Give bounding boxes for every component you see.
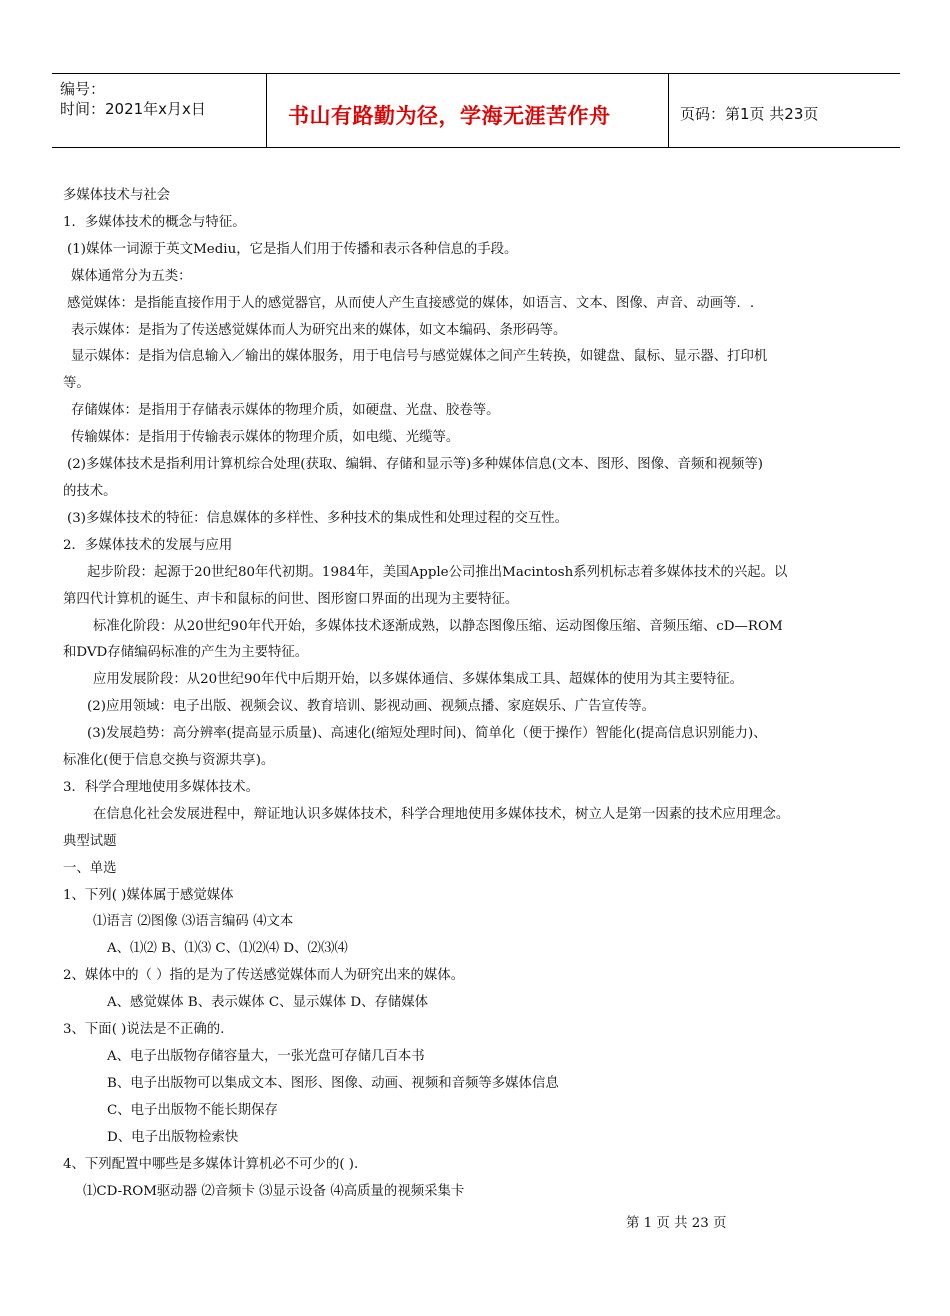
heading-1: 1．多媒体技术的概念与特征。 <box>63 214 246 230</box>
page-footer: 第 1 页 共 23 页 <box>626 1216 727 1231</box>
section-title: 典型试题 <box>63 833 117 849</box>
heading-3: 3．科学合理地使用多媒体技术。 <box>63 779 259 795</box>
paragraph: 起步阶段：起源于20世纪80年代初期。1984年，美国Apple公司推出Macintosh系列机标志着多媒体技术的兴起。以 <box>87 564 788 580</box>
section-title: 多媒体技术与社会 <box>63 188 171 203</box>
document-time-label: 时间：2021年x月x日 <box>60 100 206 118</box>
paragraph: 媒体通常分为五类： <box>71 268 192 284</box>
header-motto: 书山有路勤为径，学海无涯苦作舟 <box>288 104 611 128</box>
header-divider <box>266 74 267 147</box>
paragraph: 和DVD存储编码标准的产生为主要特征。 <box>63 645 309 661</box>
question: 2、媒体中的（ ）指的是为了传送感觉媒体而人为研究出来的媒体。 <box>63 968 465 984</box>
question-items: ⑴语言 ⑵图像 ⑶语言编码 ⑷文本 <box>93 914 294 930</box>
question-items: ⑴CD-ROM驱动器 ⑵音频卡 ⑶显示设备 ⑷高质量的视频采集卡 <box>83 1183 465 1199</box>
paragraph: (3)多媒体技术的特征：信息媒体的多样性、多种技术的集成性和处理过程的交互性。 <box>67 510 569 526</box>
paragraph: 显示媒体：是指为信息输入／输出的媒体服务，用于电信号与感觉媒体之间产生转换，如键盘、鼠标、显示器、打印机 <box>71 349 768 365</box>
document-header <box>52 73 900 148</box>
paragraph: (2)应用领域：电子出版、视频会议、教育培训、影视动画、视频点播、家庭娱乐、广告宣传等。 <box>87 699 655 715</box>
question: 4、下列配置中哪些是多媒体计算机必不可少的( ). <box>63 1156 359 1172</box>
answer-option: C、电子出版物不能长期保存 <box>107 1102 278 1118</box>
paragraph: 表示媒体：是指为了传送感觉媒体而人为研究出来的媒体，如文本编码、条形码等。 <box>71 322 567 338</box>
paragraph: 存储媒体：是指用于存储表示媒体的物理介质，如硬盘、光盘、胶卷等。 <box>71 403 500 419</box>
answer-options: A、⑴⑵ B、⑴⑶ C、⑴⑵⑷ D、⑵⑶⑷ <box>107 941 348 957</box>
answer-option: A、电子出版物存储容量大，一张光盘可存储几百本书 <box>107 1049 425 1064</box>
paragraph: (2)多媒体技术是指利用计算机综合处理(获取、编辑、存储和显示等)多种媒体信息(文本、图形、图像、音频和视频等) <box>67 457 764 473</box>
paragraph: 感觉媒体：是指能直接作用于人的感觉器官，从而使人产生直接感觉的媒体，如语言、文本、图像、声音、动画等．. <box>67 295 755 311</box>
question: 3、下面( )说法是不正确的. <box>63 1022 225 1038</box>
paragraph: 等。 <box>63 376 90 392</box>
paragraph: 应用发展阶段：从20世纪90年代中后期开始，以多媒体通信、多媒体集成工具、超媒体的使用为其主要特征。 <box>93 672 744 688</box>
heading-2: 2．多媒体技术的发展与应用 <box>63 537 233 553</box>
paragraph: (1)媒体一词源于英文Mediu，它是指人们用于传播和表示各种信息的手段。 <box>67 241 518 257</box>
paragraph: (3)发展趋势：高分辨率(提高显示质量)、高速化(缩短处理时间)、简单化（便于操作）智能化(提高信息识别能力)、 <box>87 726 767 742</box>
answer-option: B、电子出版物可以集成文本、图形、图像、动画、视频和音频等多媒体信息 <box>107 1075 559 1091</box>
document-body <box>63 183 891 1205</box>
answer-option: D、电子出版物检索快 <box>107 1129 239 1145</box>
paragraph: 传输媒体：是指用于传输表示媒体的物理介质，如电缆、光缆等。 <box>71 430 460 446</box>
paragraph: 标准化(便于信息交换与资源共享)。 <box>63 753 275 769</box>
paragraph: 第四代计算机的诞生、声卡和鼠标的问世、图形窗口界面的出现为主要特征。 <box>63 591 519 607</box>
answer-options: A、感觉媒体 B、表示媒体 C、显示媒体 D、存储媒体 <box>107 995 429 1011</box>
paragraph: 标准化阶段：从20世纪90年代开始，多媒体技术逐渐成熟，以静态图像压缩、运动图像压缩、音频压缩、cD—ROM <box>93 618 783 634</box>
header-divider <box>668 74 669 147</box>
question: 1、下列( )媒体属于感觉媒体 <box>63 887 234 903</box>
paragraph: 在信息化社会发展进程中，辩证地认识多媒体技术，科学合理地使用多媒体技术，树立人是第一因素的技术应用理念。 <box>93 806 790 822</box>
header-page-info: 页码：第1页 共23页 <box>680 105 819 123</box>
paragraph: 的技术。 <box>63 483 117 499</box>
document-number-label: 编号： <box>60 80 106 98</box>
section-subtitle: 一、单选 <box>63 860 117 876</box>
